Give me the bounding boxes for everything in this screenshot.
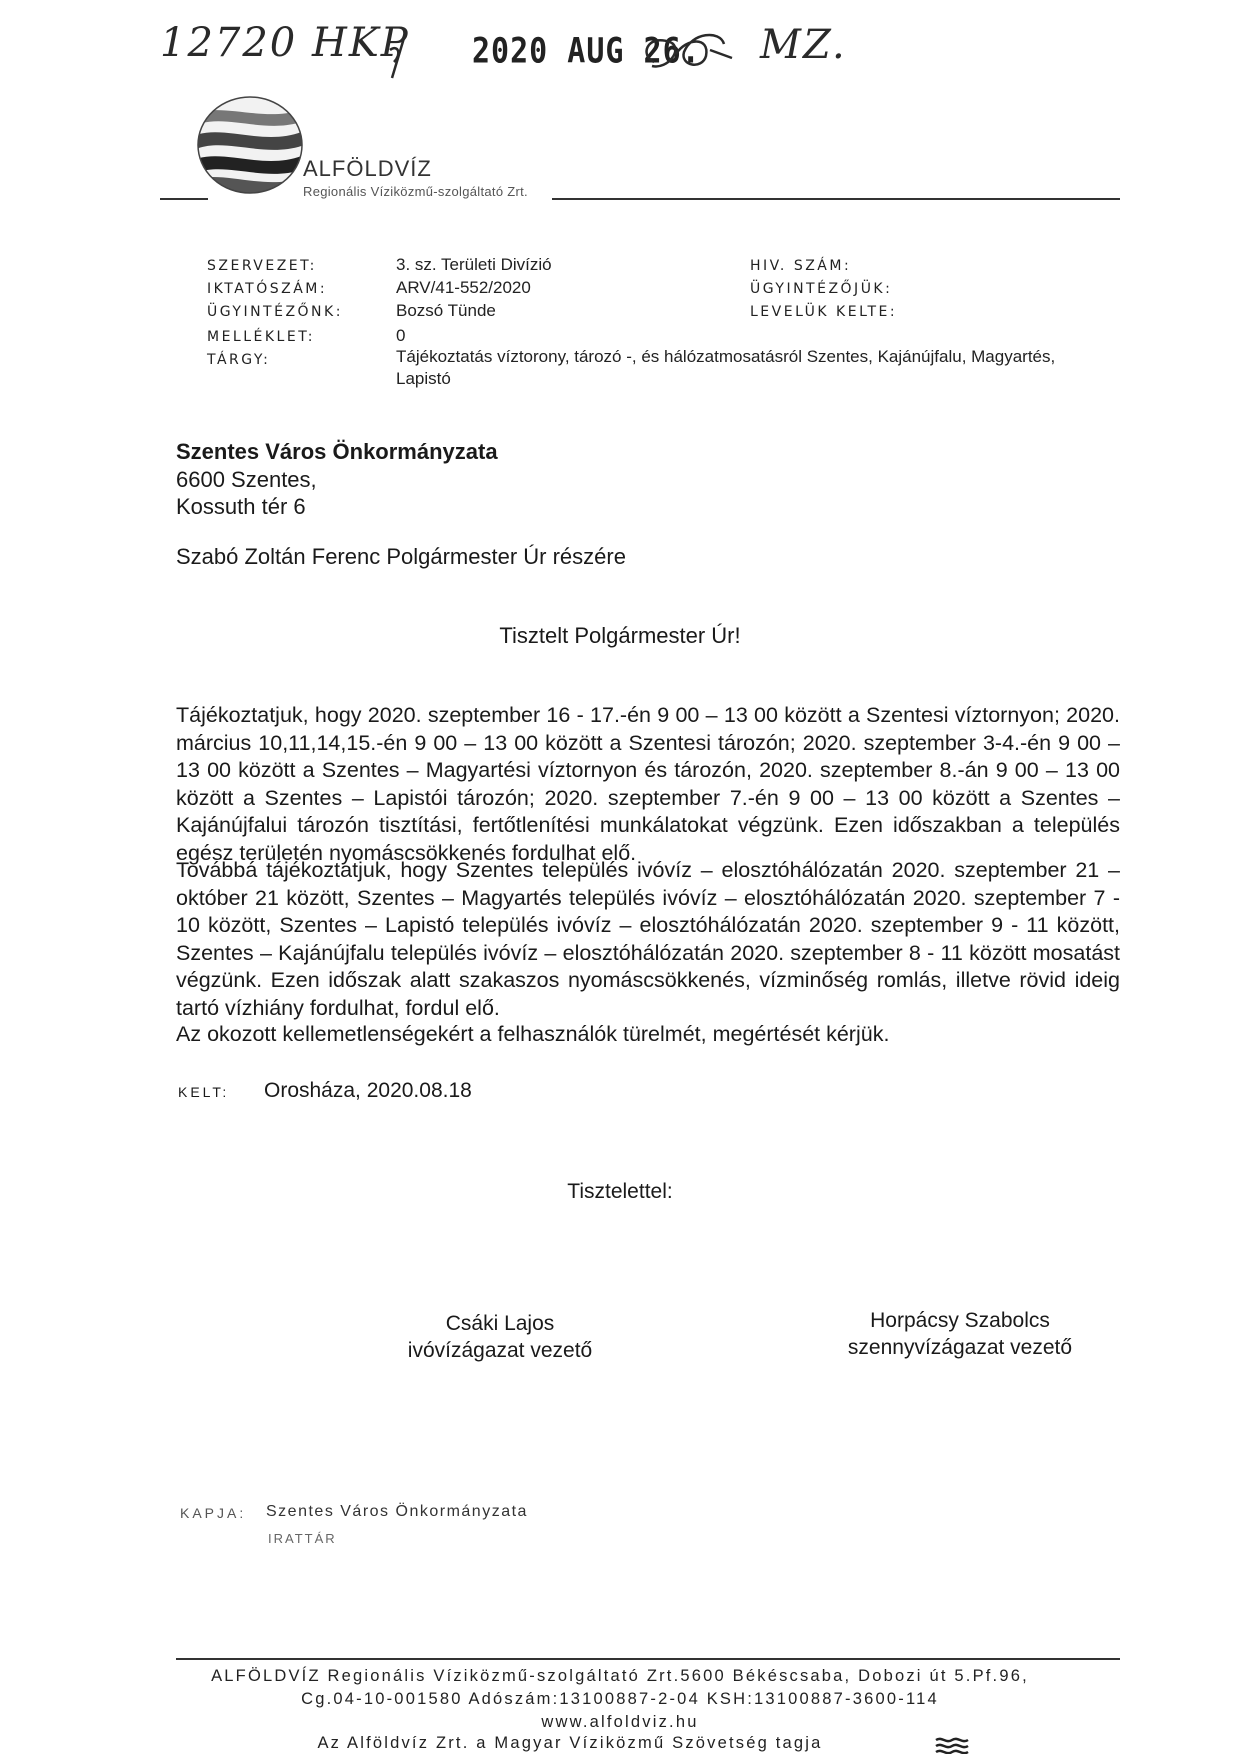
recipient-street: Kossuth tér 6 [176, 494, 306, 519]
handwritten-initials: MZ. [760, 22, 847, 68]
footer-membership: Az Alföldvíz Zrt. a Magyar Víziközmű Szövetség tagja [317, 1734, 823, 1752]
meta-label-targy: TÁRGY: [207, 352, 271, 368]
received-date-stamp: 2020 AUG 26. [472, 31, 701, 72]
closing-greeting: Tisztelettel: [567, 1180, 673, 1203]
footer-rule [176, 1658, 1120, 1660]
handwritten-file-number: 12720 HKP [160, 20, 410, 66]
footer-registration: Cg.04-10-001580 Adószám:13100887-2-04 KSH:13100887-3600-114 [301, 1690, 939, 1708]
body-paragraph-cleaning-schedule: Tájékoztatjuk, hogy 2020. szeptember 16 - 17.-én 9 00 – 13 00 között a Szentesi víztornyon; 2020. március 10,11,14,15.-én 9 00 – 13 00 között a Szentesi tározón; 2020. szeptember 3-4.-én 9 00 – 13 00 között a Szentes – Magyartési víztornyon és tározón, 2020. szeptember 8.-án 9 00 – 13 00 között a Szentes – Lapistói tározón; 2020. szeptember 7.-én 9 00 – 13 00 között a Szentes – Kajánújfalui tározón tisztítási, fertőtlenítési munkálatokat végzünk. Ezen időszakban a település egész területén nyomáscsökkenés fordulhat elő. [176, 703, 1120, 865]
footer-website: www.alfoldviz.hu [541, 1713, 699, 1731]
body-paragraph-apology: Az okozott kellemetlenségekért a felhasználók türelmét, megértését kérjük. [176, 1022, 890, 1046]
meta-label-melleklet: MELLÉKLET: [207, 329, 315, 345]
meta-label-szervezet: SZERVEZET: [207, 258, 317, 274]
meta-label-ugyintezonk: ÜGYINTÉZŐNK: [207, 304, 343, 320]
archive-label: IRATTÁR [268, 1531, 337, 1546]
body-paragraph-network-flushing: Továbbá tájékoztatjuk, hogy Szentes település ivóvíz – elosztóhálózatán 2020. szeptember 21 – október 21 között, Szentes – Magyartés település ivóvíz – elosztóhálózatán 2020. szeptember 7 - 10 között, Szentes – Lapistó település ivóvíz – elosztóhálózatán 2020. szeptember 9 - 11 között, Szentes – Kajánújfalu település ivóvíz – elosztóhálózatán 2020. szeptember 8 - 11 között mosatást végzünk. Ezen időszak alatt szakaszos nyomáscsökkenés, vízminőség romlás, illetve rövid ideig tartó vízhiány fordulhat, fordul elő. [176, 858, 1120, 1020]
meta-value-melleklet: 0 [396, 326, 406, 345]
handwritten-slash-mark [388, 36, 408, 80]
recipient-attention: Szabó Zoltán Ferenc Polgármester Úr részére [176, 544, 626, 569]
recipient-organization: Szentes Város Önkormányzata [176, 439, 498, 464]
signatory-title: ivóvízágazat vezető [407, 1339, 593, 1362]
signatory-title: szennyvízágazat vezető [847, 1336, 1073, 1359]
logo-company-subtitle: Regionális Víziközmű-szolgáltató Zrt. [303, 184, 528, 199]
signatory-name: Horpácsy Szabolcs [870, 1309, 1050, 1332]
alfoldviz-logo-icon [196, 95, 304, 195]
handwritten-initials-scribble [640, 26, 760, 76]
kelt-date-place: Orosháza, 2020.08.18 [264, 1079, 472, 1102]
meta-value-ugyintezonk: Bozsó Tünde [396, 301, 496, 320]
recipient-postcode-city: 6600 Szentes, [176, 467, 317, 492]
header-rule-left [160, 198, 208, 200]
meta-value-iktatoszam: ARV/41-552/2020 [396, 278, 531, 297]
meta-label-iktatoszam: IKTATÓSZÁM: [207, 281, 328, 297]
meta-label-hiv-szam: HIV. SZÁM: [750, 258, 852, 274]
meta-label-leveluk-kelte: LEVELÜK KELTE: [750, 304, 898, 320]
salutation: Tisztelt Polgármester Úr! [499, 623, 741, 648]
meta-label-ugyintezojuk: ÜGYINTÉZŐJÜK: [750, 281, 893, 297]
kapja-recipient: Szentes Város Önkormányzata [266, 1503, 528, 1520]
kelt-label: KELT: [178, 1084, 230, 1100]
signature-block-wastewater [790, 1307, 1130, 1361]
footer-company-address: ALFÖLDVÍZ Regionális Víziközmű-szolgáltató Zrt.5600 Békéscsaba, Dobozi út 5.Pf.96, [211, 1667, 1029, 1685]
header-rule-right [552, 198, 1120, 200]
meta-value-szervezet: 3. sz. Területi Divízió [396, 255, 552, 274]
signature-block-water [330, 1310, 670, 1364]
meta-value-targy: Tájékoztatás víztorony, tározó -, és hálózatmosatásról Szentes, Kajánújfalu, Magyartés, Lapistó [396, 347, 1056, 388]
logo-company-name: ALFÖLDVÍZ [303, 156, 432, 181]
signatory-name: Csáki Lajos [445, 1312, 555, 1335]
waves-icon [934, 1736, 970, 1754]
kapja-label: KAPJA: [180, 1505, 247, 1521]
